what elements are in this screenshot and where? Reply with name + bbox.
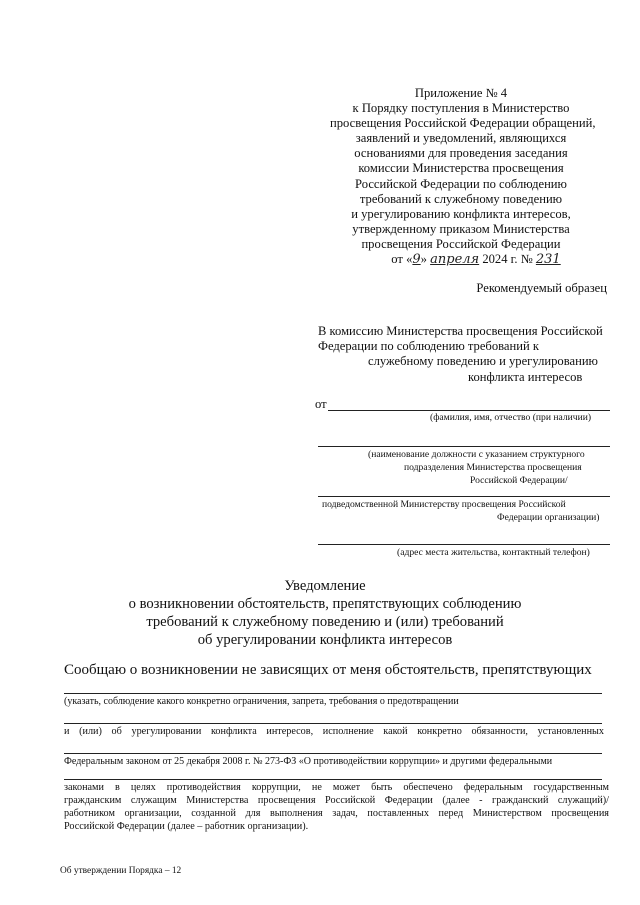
from-label: от [315,397,327,411]
position-fill-line [318,446,610,447]
appendix-line: основаниями для проведения заседания [354,146,568,161]
paragraph-line: законами в целях противодействия коррупции, не может быть обеспечено федеральным государственным [64,782,609,793]
fio-fill-line [328,410,610,411]
position-hint-1: (наименование должности с указанием структурного [368,449,585,460]
org-hint-1: подведомственной Министерству просвещения Российской [322,499,566,510]
appendix-line: требований к служебному поведению [359,191,563,206]
handwritten-month: апреля [430,252,480,268]
fill-line-4 [64,779,602,780]
title-line: Уведомление [284,578,366,594]
paragraph-line: Российской Федерации (далее – работник организации). [64,820,309,832]
fill-line-1 [64,693,602,694]
addressee-block [318,324,608,385]
position-hint-2: подразделения Министерства просвещения [404,462,582,473]
hint-line-1: (указать, соблюдение какого конкретно ограничения, запрета, требования о предотвращении [64,696,459,707]
appendix-line: утвержденному приказом Министерства [352,221,570,236]
title-line: об урегулировании конфликта интересов [197,632,453,648]
appendix-header [330,86,596,268]
appendix-line: заявлений и уведомлений, являющихся [355,131,567,146]
addressee-line: служебному поведению и урегулированию [368,354,598,369]
org-hint-2: Федерации организации) [497,512,600,523]
appendix-line: просвещения Российской Федерации обращений, [330,116,596,131]
hint-line-2 [64,726,604,739]
handwritten-day: 9 [412,252,421,268]
notice-title [60,577,590,649]
paragraph-line: гражданским служащим Министерства просвещения Российской Федерации (далее - гражданский служащий)/ [64,794,609,806]
appendix-line: просвещения Российской Федерации [361,236,561,251]
hint-line-2-text: и (или) об урегулировании конфликта интересов, исполнение какой конкретно обязанности, установленных [64,726,604,737]
hint-line-3: Федеральным законом от 25 декабря 2008 г. № 273-ФЗ «О противодействии коррупции» и другими федеральными [64,756,553,767]
paragraph [64,782,609,834]
intro-line: Сообщаю о возникновении не зависящих от меня обстоятельств, препятствующих [64,662,592,678]
address-hint: (адрес места жительства, контактный телефон) [397,547,590,558]
appendix-line: Приложение № 4 [414,86,508,100]
paragraph-line: работником организации, созданной для выполнения задач, поставленных перед Министерством просвещения [64,807,609,819]
sample-label: Рекомендуемый образец [476,281,607,295]
fill-line-3 [64,753,602,754]
address-fill-line [318,544,610,545]
appendix-line: комиссии Министерства просвещения [358,161,564,176]
addressee-line: В комиссию Министерства просвещения Российской [318,324,603,338]
handwritten-order-number: 231 [535,252,561,268]
org-fill-line [318,496,610,497]
title-line: требований к служебному поведению и (или) требований [146,614,504,630]
fio-hint: (фамилия, имя, отчество (при наличии) [430,412,592,423]
order-date-line [330,252,592,267]
date-prefix: от « [391,252,413,267]
footer-note: Об утверждении Порядка – 12 [60,866,182,876]
position-hint-3: Российской Федерации/ [470,475,568,486]
date-year: 2024 г. № [482,252,533,267]
date-close: » [420,252,427,267]
fill-line-2 [64,723,602,724]
title-line: о возникновении обстоятельств, препятствующих соблюдению [128,596,522,612]
appendix-line: Российской Федерации по соблюдению [355,176,567,191]
addressee-line: Федерации по соблюдению требований к [318,339,539,354]
appendix-line: и урегулированию конфликта интересов, [351,206,571,221]
addressee-line: конфликта интересов [468,369,583,384]
appendix-line: к Порядку поступления в Министерство [352,101,570,116]
